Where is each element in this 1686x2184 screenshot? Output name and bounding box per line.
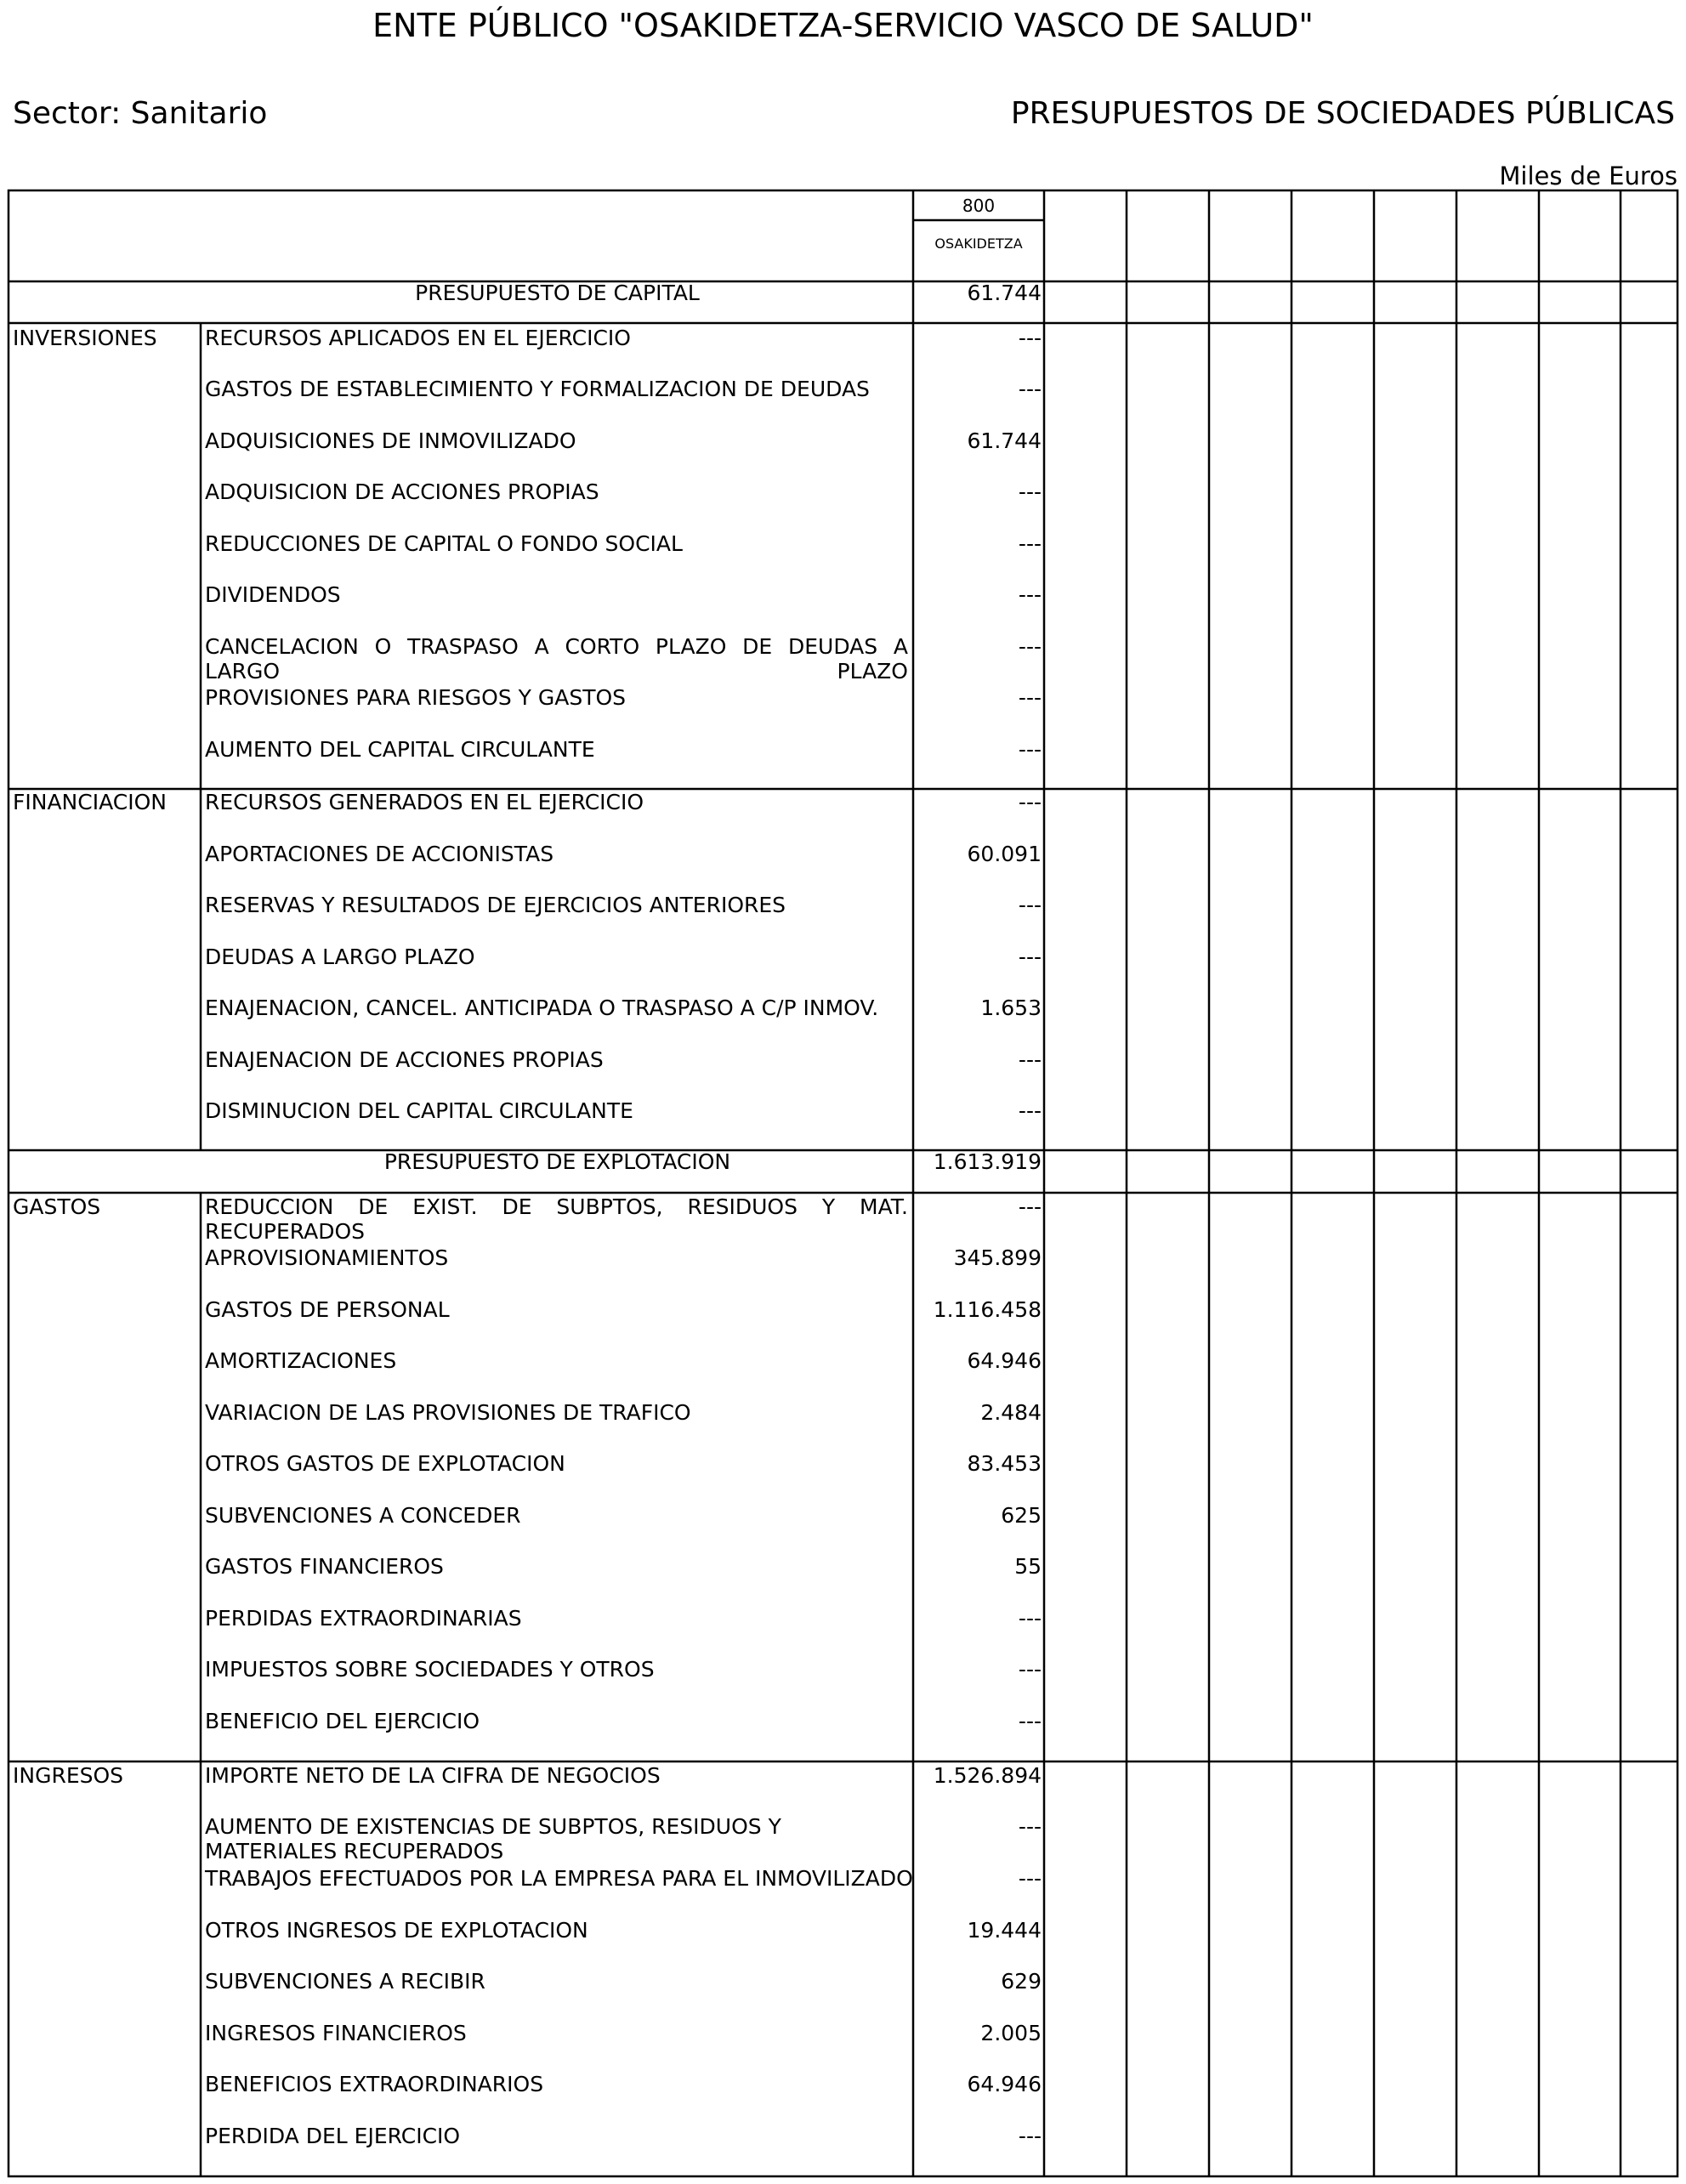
table-row-label-continued: RECUPERADOS	[205, 1219, 366, 1244]
page-title: ENTE PÚBLICO "OSAKIDETZA-SERVICIO VASCO DE SALUD"	[372, 7, 1314, 44]
ingresos-label: INGRESOS	[13, 1763, 124, 1788]
table-row-value: ---	[1018, 1606, 1042, 1631]
capital-total: 61.744	[967, 281, 1042, 305]
table-row-label: TRABAJOS EFECTUADOS POR LA EMPRESA PARA EL INMOVILIZADO	[205, 1866, 913, 1891]
table-row-label: PROVISIONES PARA RIESGOS Y GASTOS	[205, 685, 627, 710]
table-row-label: ENAJENACION, CANCEL. ANTICIPADA O TRASPASO A C/P INMOV.	[205, 996, 879, 1020]
table-row-label: INGRESOS FINANCIEROS	[205, 2021, 467, 2045]
table-row-label: ENAJENACION DE ACCIONES PROPIAS	[205, 1047, 604, 1072]
table-row-value: ---	[1018, 634, 1042, 659]
table-row-value: ---	[1018, 685, 1042, 710]
table-row-value: ---	[1018, 1098, 1042, 1123]
table-row-label: OTROS INGRESOS DE EXPLOTACION	[205, 1918, 588, 1943]
table-row-label: PERDIDA DEL EJERCICIO	[205, 2124, 461, 2148]
units-label: Miles de Euros	[1499, 162, 1677, 190]
table-row-value: ---	[1018, 737, 1042, 762]
table-row-label: APROVISIONAMIENTOS	[205, 1245, 449, 1270]
table-row-value: ---	[1018, 377, 1042, 401]
table-row-label: SUBVENCIONES A RECIBIR	[205, 1969, 485, 1994]
table-row-value: ---	[1018, 1709, 1042, 1733]
financiacion-label: FINANCIACION	[13, 790, 167, 814]
table-row-label: BENEFICIOS EXTRAORDINARIOS	[205, 2072, 544, 2096]
table-row-label: AMORTIZACIONES	[205, 1348, 397, 1373]
table-row-label: RECURSOS GENERADOS EN EL EJERCICIO	[205, 790, 644, 814]
table-row-value: ---	[1018, 790, 1042, 814]
table-row-value: 64.946	[967, 2072, 1042, 2096]
table-row-label: SUBVENCIONES A CONCEDER	[205, 1503, 521, 1528]
table-row-label: APORTACIONES DE ACCIONISTAS	[205, 842, 554, 866]
table-row-value: 2.005	[980, 2021, 1042, 2045]
table-row-label: PERDIDAS EXTRAORDINARIAS	[205, 1606, 522, 1631]
table-row-value: 2.484	[980, 1400, 1042, 1425]
table-row-value: ---	[1018, 531, 1042, 556]
table-row-value: ---	[1018, 582, 1042, 607]
report-type-label: PRESUPUESTOS DE SOCIEDADES PÚBLICAS	[1010, 96, 1675, 131]
table-row-value: 1.116.458	[933, 1297, 1042, 1322]
table-row-label: IMPORTE NETO DE LA CIFRA DE NEGOCIOS	[205, 1763, 661, 1788]
table-row-label: RESERVAS Y RESULTADOS DE EJERCICIOS ANTERIORES	[205, 893, 786, 917]
table-row-value: 625	[1001, 1503, 1042, 1528]
table-row-value: 629	[1001, 1969, 1042, 1994]
sector-label: Sector: Sanitario	[13, 96, 268, 131]
table-row-value: ---	[1018, 1814, 1042, 1839]
table-row-label: CANCELACION O TRASPASO A CORTO PLAZO DE DEUDAS A LARGO PLAZO	[205, 634, 908, 684]
table-row-value: 1.653	[980, 996, 1042, 1020]
table-row-label: ADQUISICION DE ACCIONES PROPIAS	[205, 479, 599, 504]
table-row-label: DISMINUCION DEL CAPITAL CIRCULANTE	[205, 1098, 633, 1123]
table-row-label: ADQUISICIONES DE INMOVILIZADO	[205, 428, 576, 453]
table-row-label: GASTOS DE PERSONAL	[205, 1297, 450, 1322]
table-row-value: 1.526.894	[933, 1763, 1042, 1788]
table-row-label: AUMENTO DEL CAPITAL CIRCULANTE	[205, 737, 595, 762]
table-row-value: 19.444	[967, 1918, 1042, 1943]
header-code: 800	[962, 196, 996, 216]
inversiones-label: INVERSIONES	[13, 326, 157, 350]
gastos-label: GASTOS	[13, 1194, 101, 1219]
table-row-label: IMPUESTOS SOBRE SOCIEDADES Y OTROS	[205, 1657, 655, 1682]
table-row-label: OTROS GASTOS DE EXPLOTACION	[205, 1451, 565, 1476]
table-row-label: GASTOS DE ESTABLECIMIENTO Y FORMALIZACION DE DEUDAS	[205, 377, 870, 401]
table-row-label: GASTOS FINANCIEROS	[205, 1554, 444, 1579]
header-entity: OSAKIDETZA	[934, 235, 1023, 252]
table-row-value: 61.744	[967, 428, 1042, 453]
table-row-label: BENEFICIO DEL EJERCICIO	[205, 1709, 480, 1733]
explotacion-total: 1.613.919	[933, 1149, 1042, 1174]
table-row-value: ---	[1018, 1657, 1042, 1682]
table-row-label: VARIACION DE LAS PROVISIONES DE TRAFICO	[205, 1400, 691, 1425]
table-row-value: ---	[1018, 1194, 1042, 1219]
table-row-value: 60.091	[967, 842, 1042, 866]
table-row-label: DEUDAS A LARGO PLAZO	[205, 945, 475, 969]
table-row-label: REDUCCION DE EXIST. DE SUBPTOS, RESIDUOS Y MAT.	[205, 1194, 908, 1219]
table-row-value: 64.946	[967, 1348, 1042, 1373]
table-row-value: ---	[1018, 945, 1042, 969]
table-row-value: ---	[1018, 1047, 1042, 1072]
table-row-label: RECURSOS APLICADOS EN EL EJERCICIO	[205, 326, 631, 350]
table-row-value: 345.899	[953, 1245, 1042, 1270]
table-row-label: DIVIDENDOS	[205, 582, 341, 607]
explotacion-title: PRESUPUESTO DE EXPLOTACION	[383, 1149, 731, 1174]
table-row-value: 55	[1014, 1554, 1042, 1579]
table-row-label: REDUCCIONES DE CAPITAL O FONDO SOCIAL	[205, 531, 683, 556]
table-row-value: ---	[1018, 1866, 1042, 1891]
table-row-value: ---	[1018, 479, 1042, 504]
table-row-label: AUMENTO DE EXISTENCIAS DE SUBPTOS, RESIDUOS Y MATERIALES RECUPERADOS	[205, 1814, 781, 1863]
table-row-value: ---	[1018, 326, 1042, 350]
table-row-value: ---	[1018, 893, 1042, 917]
capital-title: PRESUPUESTO DE CAPITAL	[415, 281, 700, 305]
table-row-value: 83.453	[967, 1451, 1042, 1476]
table-row-value: ---	[1018, 2124, 1042, 2148]
